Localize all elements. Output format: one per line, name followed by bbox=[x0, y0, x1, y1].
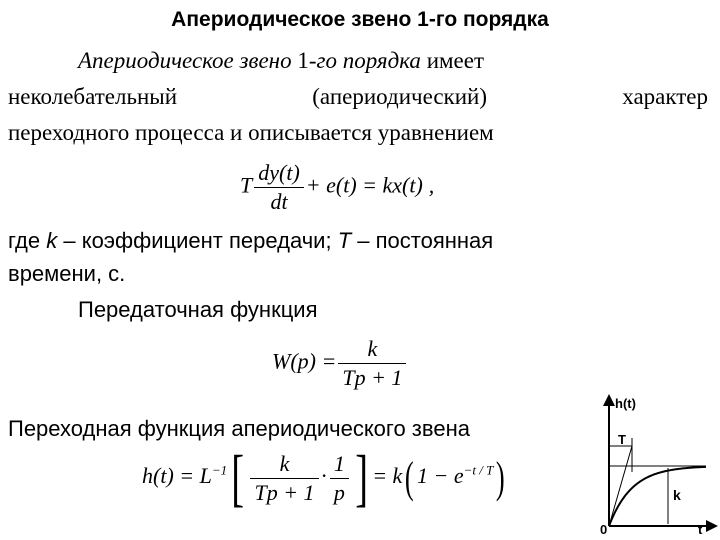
eq3-left-bracket: [ bbox=[231, 442, 245, 513]
intro-line-1-number: 1 bbox=[297, 48, 309, 73]
eq3-frac1-numerator: k bbox=[279, 450, 290, 476]
transition-function-label: Переходная функция апериодического звена bbox=[8, 416, 470, 441]
eq3-fraction-2 bbox=[330, 451, 349, 506]
intro-word-1: неколебательный bbox=[8, 84, 178, 109]
eq3-exponent: −t / T bbox=[463, 462, 494, 478]
k-label: k bbox=[673, 487, 681, 503]
eq3-right-paren: ) bbox=[496, 453, 506, 502]
transfer-function-equation bbox=[272, 336, 408, 391]
intro-word-2: (апериодический) bbox=[312, 84, 488, 109]
where-line-1 bbox=[8, 224, 493, 257]
step-response-graph bbox=[588, 386, 718, 536]
eq3-right-bracket: ] bbox=[355, 442, 368, 513]
eq1-denominator: dt bbox=[270, 189, 288, 214]
intro-line-1 bbox=[78, 44, 484, 78]
intro-line-1-italic-2: -го порядка bbox=[308, 48, 421, 73]
eq3-frac1-denominator: Tp + 1 bbox=[254, 479, 315, 505]
eq3-frac2-numerator: 1 bbox=[333, 450, 345, 476]
where-T: T bbox=[337, 228, 352, 253]
eq1-numerator: dy(t) bbox=[258, 160, 300, 185]
differential-equation bbox=[240, 160, 434, 215]
where-suffix: – постоянная bbox=[351, 228, 494, 253]
transfer-function-label: Передаточная функция bbox=[78, 297, 318, 322]
intro-line-1-rest: имеет bbox=[420, 48, 485, 73]
eq2-numerator: k bbox=[367, 336, 378, 361]
eq1-fraction bbox=[254, 160, 304, 215]
eq3-dot: · bbox=[320, 463, 328, 489]
where-k: k bbox=[46, 228, 58, 253]
intro-line-3: переходного процесса и описывается уравнением bbox=[8, 120, 494, 145]
eq3-left-paren: ( bbox=[405, 453, 415, 502]
eq2-denominator: Tp + 1 bbox=[342, 365, 403, 390]
where-line-2: времени, с. bbox=[8, 261, 126, 286]
eq3-equals-k: = k bbox=[372, 463, 403, 489]
intro-line-2 bbox=[8, 80, 708, 114]
eq3-frac2-denominator: p bbox=[333, 479, 345, 505]
x-axis-label: t bbox=[698, 522, 703, 536]
origin-label: 0 bbox=[600, 522, 608, 536]
intro-line-1-italic: Апериодическое звено bbox=[78, 48, 298, 73]
eq3-inner: 1 − e bbox=[416, 463, 464, 489]
eq1-T: T bbox=[240, 172, 253, 198]
where-mid: – коэффициент передачи; bbox=[57, 228, 338, 253]
slide-title: Апериодическое звено 1-го порядка bbox=[171, 8, 549, 31]
intro-word-3: характер bbox=[622, 84, 708, 109]
eq2-fraction bbox=[338, 336, 406, 391]
T-label: T bbox=[618, 432, 626, 447]
step-response-equation bbox=[142, 442, 508, 513]
tangent-line bbox=[609, 446, 632, 526]
y-axis-label: h(t) bbox=[615, 396, 636, 411]
eq3-fraction-1 bbox=[250, 451, 318, 506]
where-prefix: где bbox=[8, 228, 47, 253]
eq3-inverse-sup: −1 bbox=[211, 462, 228, 478]
eq2-lhs: W(p) = bbox=[272, 348, 337, 374]
eq1-comma: , bbox=[428, 172, 435, 198]
eq1-rest: + e(t) = kx(t) bbox=[305, 172, 423, 198]
eq3-lhs: h(t) = L bbox=[142, 463, 212, 489]
